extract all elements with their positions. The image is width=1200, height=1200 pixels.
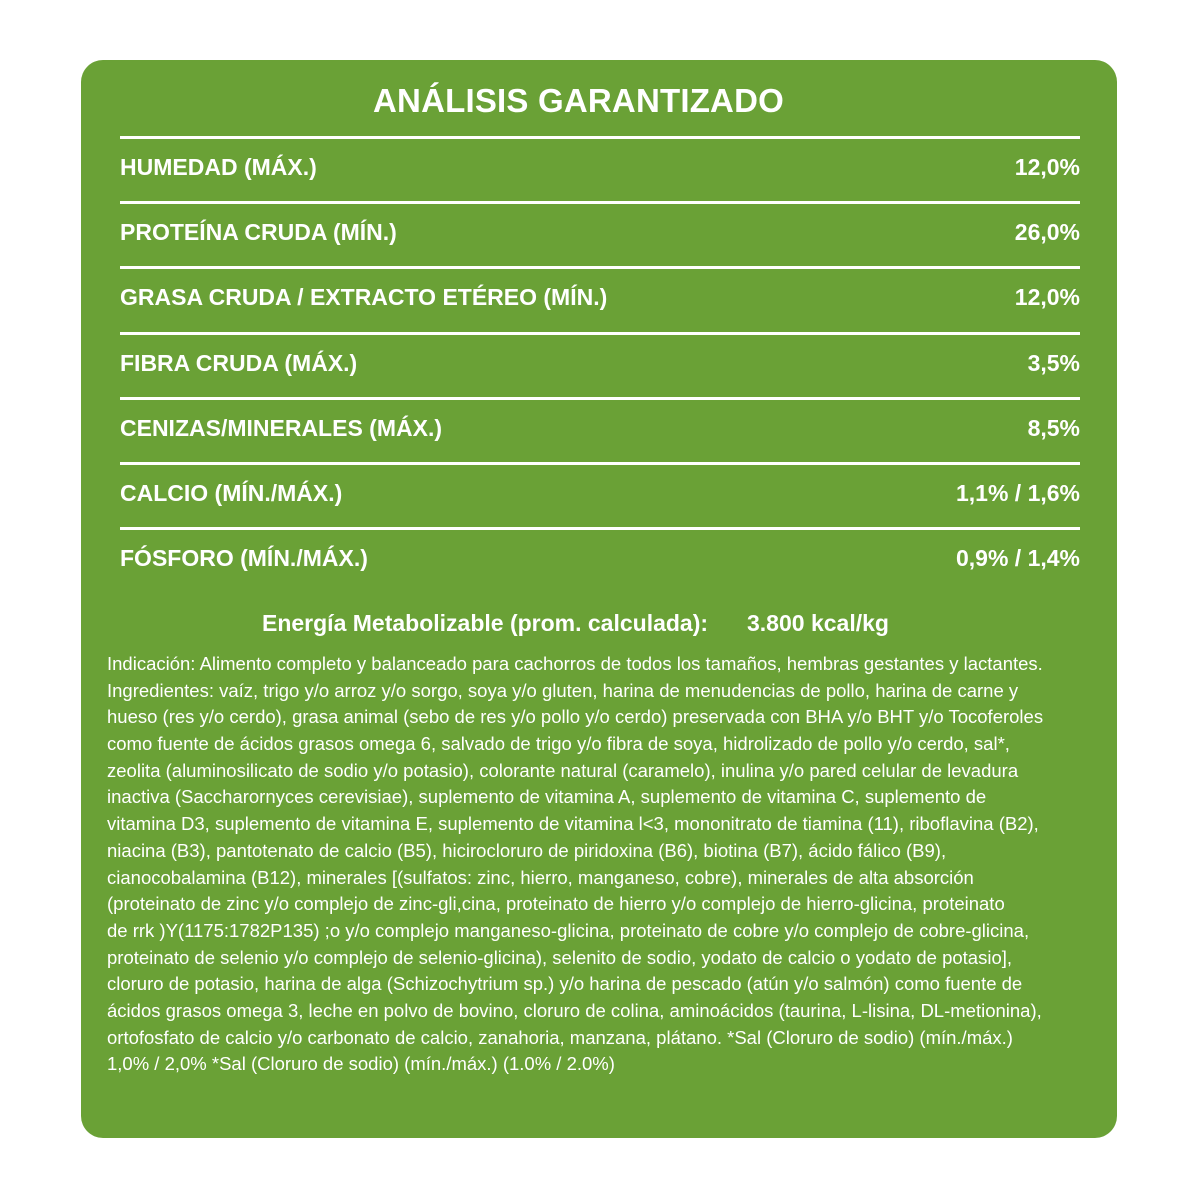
table-row: [120, 136, 1080, 201]
row-value: 1,1% / 1,6%: [955, 479, 1080, 506]
row-value: 8,5%: [1027, 414, 1080, 441]
row-value: 12,0%: [1014, 154, 1080, 180]
ingredients-line: inactiva (Saccharornyces cerevisiae), suplemento de vitamina A, suplemento de vitamina C, suplemento de: [107, 786, 987, 808]
ingredients-line: ortofosfato de calcio y/o carbonato de calcio, zanahoria, manzana, plátano. *Sal (Cloruro de sodio) (mín./máx.): [107, 1026, 1013, 1048]
energy-value: 3.800 kcal/kg: [747, 610, 889, 636]
row-label: GRASA CRUDA / EXTRACTO ETÉREO (MÍN.): [120, 284, 608, 311]
row-value: 12,0%: [1014, 284, 1080, 311]
ingredients-line: (proteinato de zinc y/o complejo de zinc-gli,cina, proteinato de hierro y/o complejo de hierro-glicina, proteinato: [107, 893, 1005, 915]
table-row: [120, 397, 1080, 462]
row-value: 26,0%: [1014, 219, 1080, 246]
energy-label: Energía Metabolizable (prom. calculada):: [262, 610, 709, 636]
ingredients-line: zeolita (aluminosilicato de sodio y/o potasio), colorante natural (caramelo), inulina y/o pared celular de levadura: [107, 759, 1019, 781]
ingredients-text: [107, 651, 1097, 1078]
row-label: CALCIO (MÍN./MÁX.): [120, 479, 343, 506]
panel-title: ANÁLISIS GARANTIZADO: [373, 82, 784, 119]
analysis-table: [120, 136, 1080, 592]
ingredients-line: vitamina D3, suplemento de vitamina E, suplemento de vitamina l<3, mononitrato de tiamina (11), riboflavina (B2),: [107, 813, 1039, 835]
row-label: PROTEÍNA CRUDA (MÍN.): [120, 219, 397, 246]
row-label: FÓSFORO (MÍN./MÁX.): [120, 545, 368, 572]
ingredients-line: como fuente de ácidos grasos omega 6, salvado de trigo y/o fibra de soya, hidrolizado de pollo y/o cerdo, sal*,: [107, 733, 1010, 755]
ingredients-line: Ingredientes: vaíz, trigo y/o arroz y/o sorgo, soya y/o gluten, harina de menudencias de pollo, harina de carne y: [107, 679, 1019, 701]
row-label: FIBRA CRUDA (MÁX.): [120, 349, 358, 376]
table-row: [120, 462, 1080, 527]
ingredients-line: proteinato de selenio y/o complejo de selenio-glicina), selenito de sodio, yodato de calcio o yodato de potasio],: [107, 946, 1013, 968]
ingredients-line: cianocobalamina (B12), minerales [(sulfatos: zinc, hierro, manganeso, cobre), minerales de alta absorción: [107, 866, 974, 888]
nutrition-panel: [81, 60, 1117, 1138]
row-value: 3,5%: [1027, 349, 1080, 376]
table-row: [120, 266, 1080, 331]
ingredients-line: cloruro de potasio, harina de alga (Schizochytrium sp.) y/o harina de pescado (atún y/o salmón) como fuente de: [107, 973, 1023, 995]
table-row: [120, 201, 1080, 266]
ingredients-line: 1,0% / 2,0% *Sal (Cloruro de sodio) (mín./máx.) (1.0% / 2.0%): [107, 1053, 615, 1075]
row-label: CENIZAS/MINERALES (MÁX.): [120, 414, 442, 441]
ingredients-line: niacina (B3), pantotenato de calcio (B5), hiciroclоruro de piridoxina (B6), biotina (B7), ácido fálico (B9),: [107, 839, 947, 861]
ingredients-line: Indicación: Alimento completo y balanceado para cachorros de todos los tamaños, hembras gestantes y lactantes.: [107, 653, 1043, 674]
table-row: [120, 332, 1080, 397]
ingredients-line: ácidos grasos omega 3, leche en polvo de bovino, cloruro de colina, aminoácidos (taurina, L-lisina, DL-metionina),: [107, 999, 1042, 1021]
table-row: [120, 527, 1080, 592]
row-label: HUMEDAD (MÁX.): [120, 154, 317, 180]
ingredients-line: hueso (res y/o cerdo), grasa animal (sebo de res y/o pollo y/o cerdo) preservada con BHA y/o BHT y/o Tocoferoles: [107, 706, 1044, 728]
ingredients-line: de rrk )Y(1175:1782P135) ;o y/o complejo manganeso-glicina, proteinato de cobre y/o complejo de cobre-glicina,: [107, 919, 1030, 941]
row-value: 0,9% / 1,4%: [955, 545, 1080, 572]
